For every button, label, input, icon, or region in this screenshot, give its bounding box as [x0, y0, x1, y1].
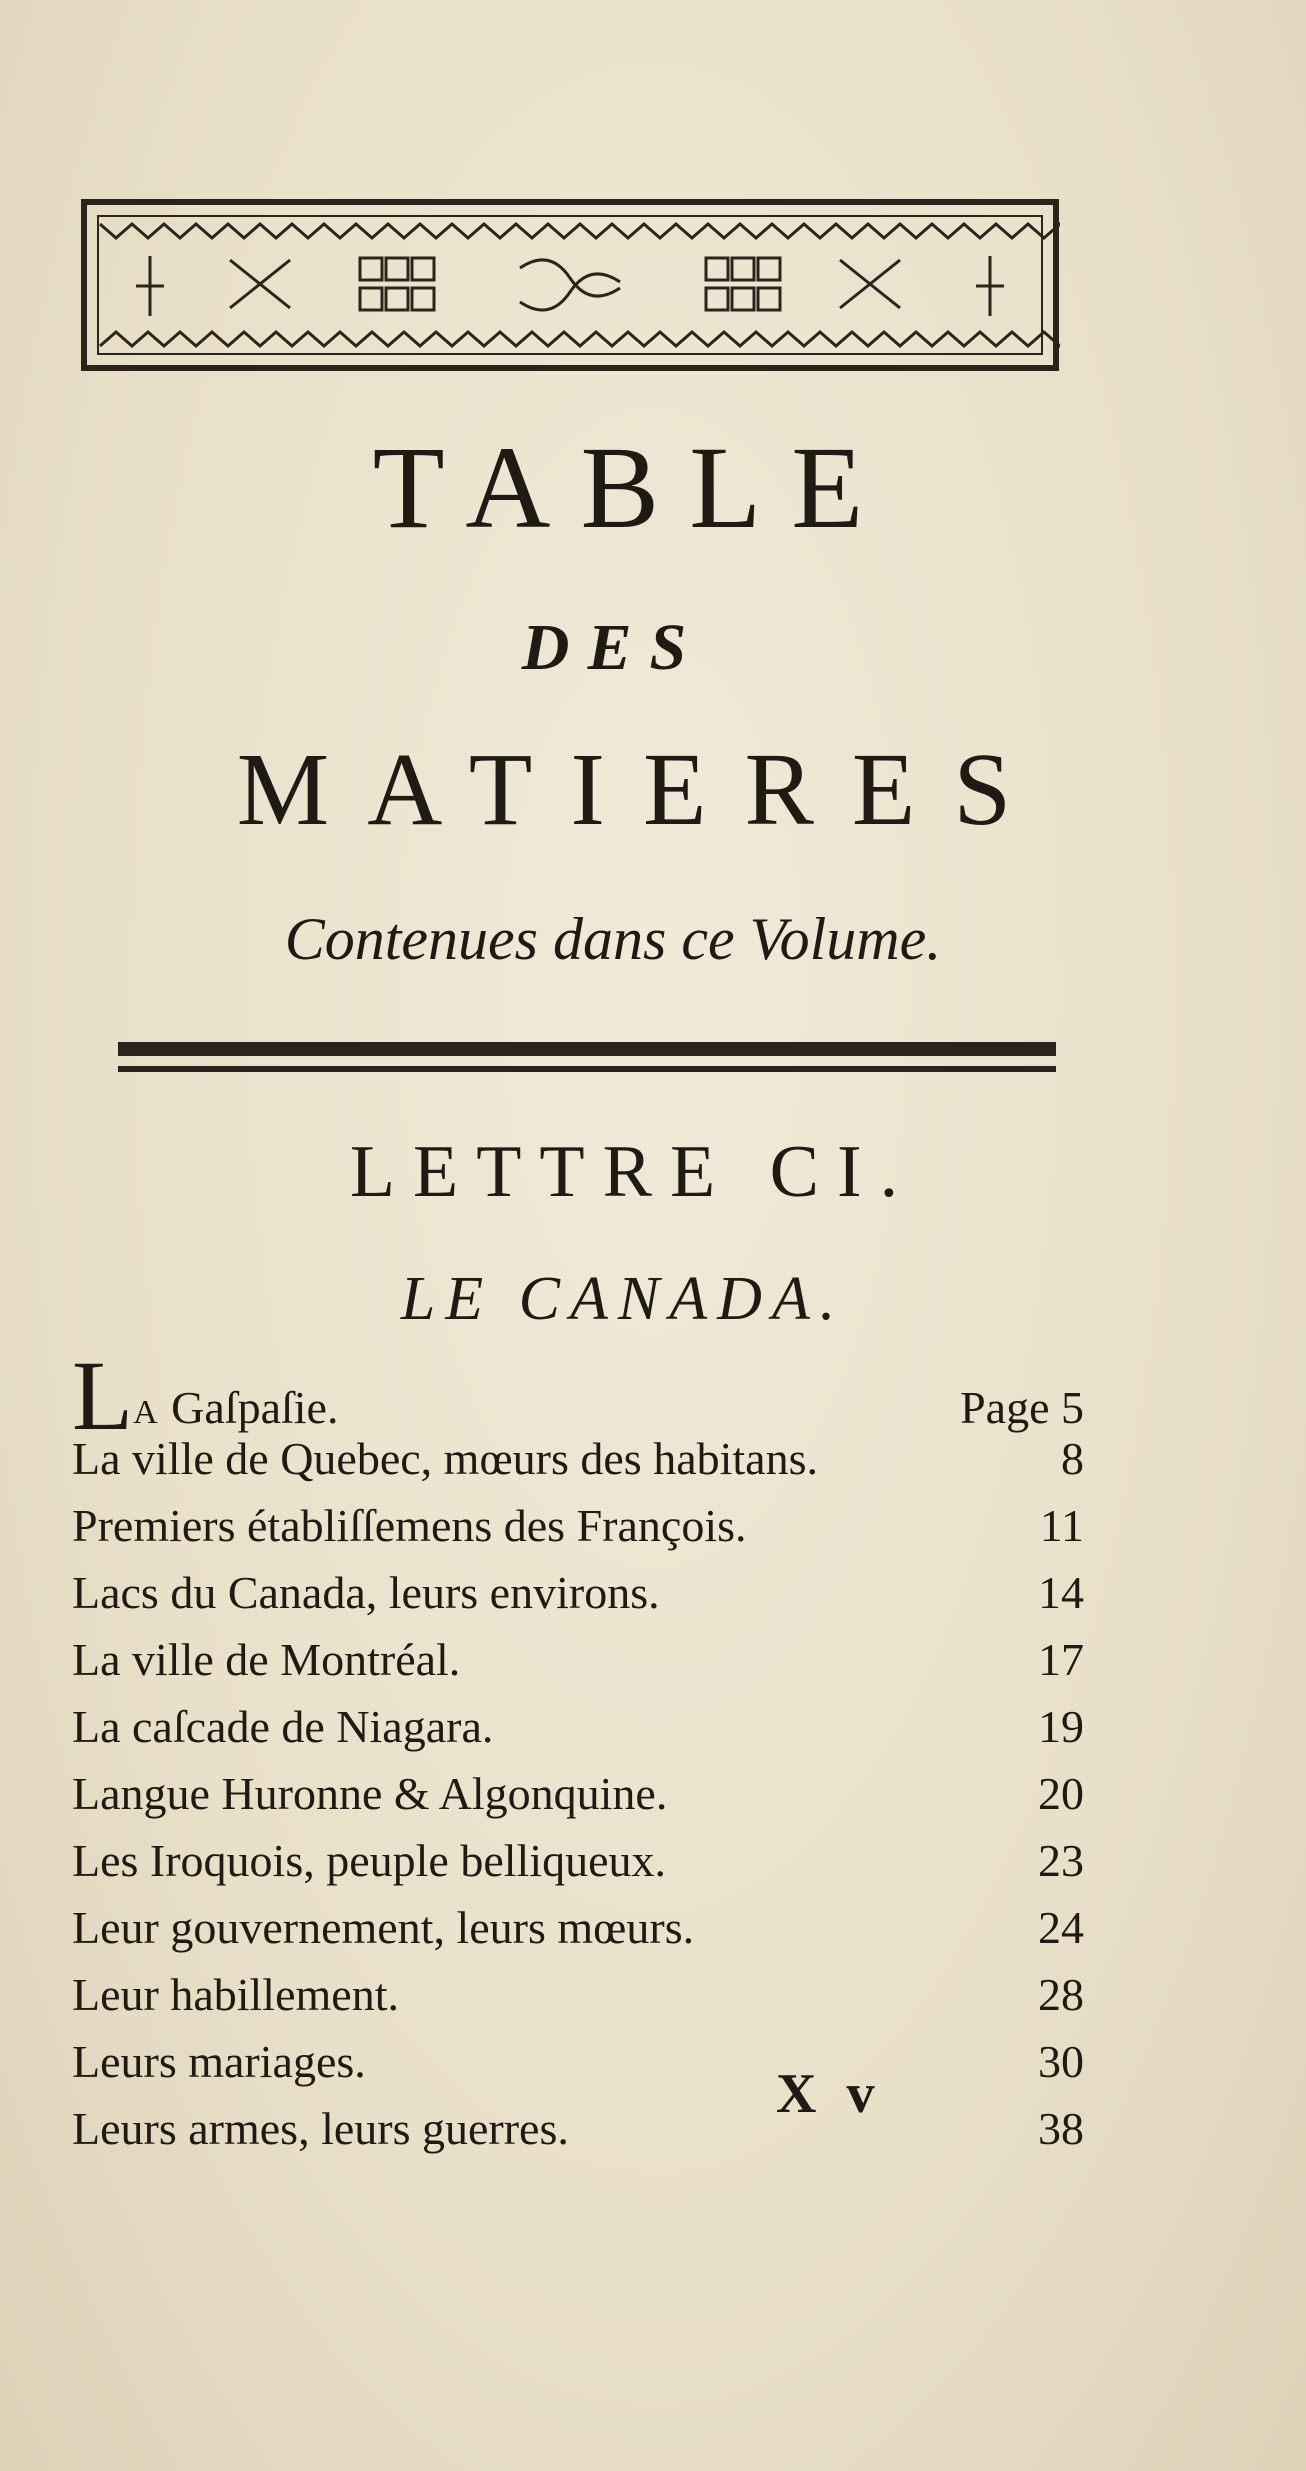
small-cap: A — [133, 1394, 160, 1431]
toc-entry — [72, 1767, 1084, 1834]
title-des: DES — [521, 611, 705, 684]
divider-thin — [118, 1066, 1056, 1072]
toc-entry — [72, 2102, 1084, 2169]
toc-page-number: Page 5 — [960, 1382, 1084, 1433]
toc-entry — [72, 1968, 1084, 2035]
toc-page-number: 28 — [1038, 1969, 1084, 2020]
toc-entry-text: La ville de Quebec, mœurs des habitans. — [72, 1433, 818, 1484]
title-matieres: MATIERES — [236, 732, 1050, 847]
toc-page-number: 8 — [1061, 1433, 1084, 1484]
toc-entry-rest: Gaſpaſie. — [159, 1382, 339, 1433]
toc-entry — [72, 1633, 1084, 1700]
letter-heading: LETTRE CI. — [349, 1131, 917, 1213]
drop-cap: L — [72, 1340, 134, 1451]
toc-entry-text: Langue Huronne & Algonquine. — [72, 1768, 668, 1819]
toc-page-number: 38 — [1038, 2103, 1084, 2154]
toc-entry — [72, 1566, 1084, 1633]
catchword: X v — [776, 2063, 883, 2125]
toc-entry — [72, 1340, 1084, 1451]
divider-thick — [118, 1042, 1056, 1056]
title-table: TABLE — [372, 422, 894, 553]
toc-entry-text: Premiers établiſſemens des François. — [72, 1500, 747, 1551]
toc-entry-text: Les Iroquois, peuple belliqueux. — [72, 1835, 667, 1886]
toc-page-number: 19 — [1038, 1701, 1084, 1752]
toc-entry-text: La caſcade de Niagara. — [72, 1701, 494, 1752]
toc-entry — [72, 1834, 1084, 1901]
toc-entry-text: Leurs armes, leurs guerres. — [72, 2103, 569, 2154]
toc-entry-text: Leurs mariages. — [72, 2036, 366, 2087]
toc-entry — [72, 2035, 1084, 2102]
toc-page-number: 23 — [1038, 1835, 1084, 1886]
toc-page-number: 30 — [1038, 2036, 1084, 2087]
place-heading: LE CANADA. — [400, 1265, 846, 1333]
toc-entry — [72, 1700, 1084, 1767]
subtitle: Contenues dans ce Volume. — [284, 906, 942, 972]
toc-page-number: 11 — [1039, 1500, 1084, 1551]
toc-page-number: 14 — [1038, 1567, 1084, 1618]
toc-entry-text: Leur gouvernement, leurs mœurs. — [72, 1902, 695, 1953]
table-of-contents — [72, 1340, 1084, 2169]
toc-page-number: 24 — [1038, 1902, 1084, 1953]
ornamental-headpiece — [80, 196, 1060, 374]
toc-entry-text — [72, 1340, 339, 1451]
toc-entry — [72, 1901, 1084, 1968]
toc-page-number: 17 — [1038, 1634, 1084, 1685]
toc-page-number: 20 — [1038, 1768, 1084, 1819]
toc-entry-text: Leur habillement. — [72, 1969, 399, 2020]
toc-entry — [72, 1432, 1084, 1499]
toc-entry-text: La ville de Montréal. — [72, 1634, 461, 1685]
toc-entry-text: Lacs du Canada, leurs environs. — [72, 1567, 660, 1618]
toc-entry — [72, 1499, 1084, 1566]
